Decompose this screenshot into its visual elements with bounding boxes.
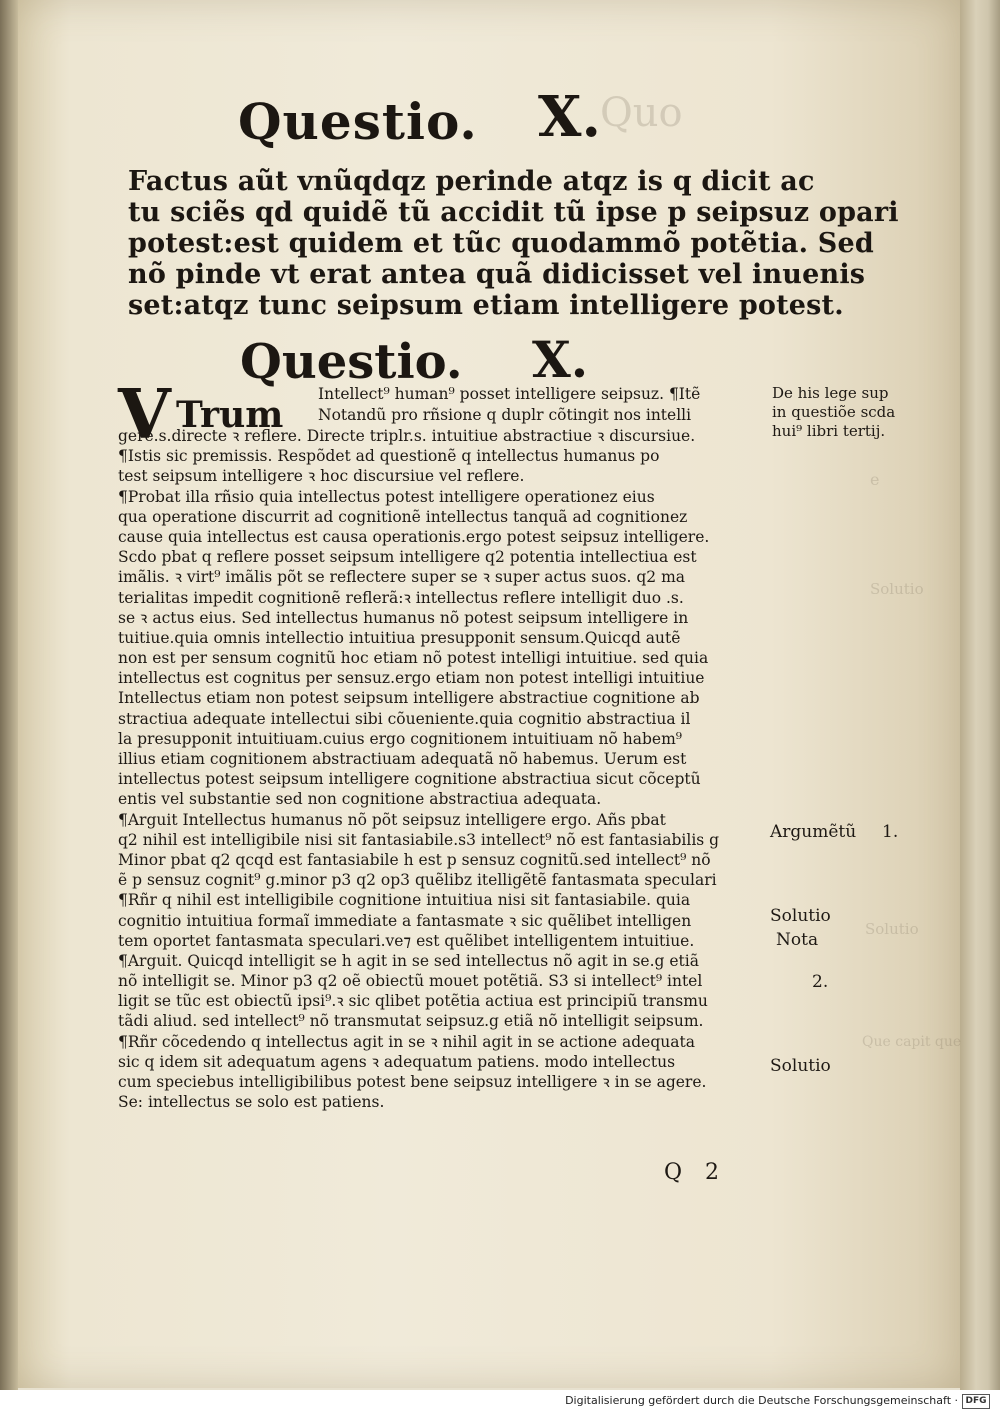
text-line: tem oportet fantasmata speculari.ve⁊ est quẽlibet intelligentem intuitiue.	[118, 931, 695, 950]
margin-note-line: De his lege sup	[772, 384, 889, 402]
text-line: intellectus potest seipsum intelligere cognitione abstractiua sicut cõceptũ	[118, 770, 701, 789]
preface-line: set:atqz tunc seipsum etiam intelligere potest.	[128, 290, 844, 321]
text-line: Se: intellectus se solo est patiens.	[118, 1093, 385, 1112]
margin-note-number-1: 1.	[882, 822, 899, 842]
text-line: la presupponit intuitiuam.cuius ergo cognitionem intuitiuam nõ habem⁹	[118, 729, 683, 748]
text-line: ¶Istis sic premissis. Respõdet ad questionẽ q intellectus humanus po	[118, 447, 660, 466]
text-line: ¶Arguit Intellectus humanus nõ põt seipsuz intelligere ergo. Añs pbat	[118, 810, 666, 829]
preface-line: tu sciẽs qd quidẽ tũ accidit tũ ipse p seipsuz opari	[128, 197, 899, 228]
preface-line: Factus aũt vnũqdqz perinde atqz is q dicit ac	[128, 166, 815, 197]
question-heading-word: Questio.	[240, 334, 463, 390]
signature-mark: Q 2	[664, 1160, 728, 1185]
text-line: ¶Rñr cõcedendo q intellectus agit in se ꝛ nihil agit in se actione adequata	[118, 1032, 695, 1051]
text-line: entis vel substantie sed non cognitione abstractiua adequata.	[118, 790, 602, 809]
text-line: se ꝛ actus eius. Sed intellectus humanus nõ potest seipsum intelligere in	[118, 608, 689, 627]
running-heading-word: Questio.	[238, 92, 478, 151]
text-line: ẽ p sensuz cognit⁹ g.minor p3 q2 op3 quẽlibz itelligẽtẽ fantasmata speculari	[118, 871, 717, 890]
text-line: cognitio intuitiua formaĩ immediate a fantasmate ꝛ sic quẽlibet intelligen	[118, 911, 692, 930]
footer-bar	[0, 1390, 1000, 1412]
bleed-through-note: Solutio	[865, 920, 919, 938]
text-line: Minor pbat q2 qcqd est fantasiabile h est p sensuz cognitũ.sed intellect⁹ nõ	[118, 850, 711, 869]
text-line: imãlis. ꝛ virt⁹ imãlis põt se reflectere super se ꝛ super actus suos. q2 ma	[118, 568, 686, 587]
funding-credit: Digitalisierung gefördert durch die Deutsche Forschungsgemeinschaft ·	[565, 1394, 958, 1407]
book-gutter	[0, 0, 18, 1390]
margin-note-nota: Nota	[776, 930, 819, 950]
margin-note-solutio: Solutio	[770, 906, 831, 926]
preface-paragraph	[128, 166, 899, 321]
text-line: illius etiam cognitionem abstractiuam adequatã nõ habemus. Uerum est	[118, 750, 687, 768]
text-line: ¶Rñr q nihil est intelligibile cognitione intuitiua nisi sit fantasiabile. quia	[118, 891, 691, 910]
running-heading-number: X.	[538, 84, 601, 150]
text-line: ligit se tũc est obiectũ ipsi⁹.ꝛ sic qlibet potẽtia actiua est principiũ transmu	[118, 992, 708, 1011]
margin-note-argumentum: Argumẽtũ	[770, 822, 857, 842]
text-line: nõ intelligit se. Minor p3 q2 oẽ obiectũ mouet potẽtiã. S3 si intellect⁹ intel	[118, 972, 703, 991]
text-line: cause quia intellectus est causa operationis.ergo potest seipsuz intelligere.	[118, 527, 710, 546]
margin-note-reference	[772, 384, 895, 441]
text-line: stractiua adequate intellectui sibi cõueniente.quia cognitio abstractiua il	[118, 709, 691, 728]
text-line: ¶Arguit. Quicqd intelligit se h agit in se sed intellectus nõ agit in se.g etiã	[118, 951, 699, 970]
text-line: non est per sensum cognitũ hoc etiam nõ potest intelligi intuitiue. sed quia	[118, 649, 709, 668]
page-edge-stack	[960, 0, 1000, 1390]
text-line: tãdi aliud. sed intellect⁹ nõ transmutat seipsuz.g etiã nõ intelligit seipsum.	[118, 1012, 704, 1031]
text-line: tuitiue.quia omnis intellectio intuitiua presupponit sensum.Quicqd autẽ	[118, 628, 681, 647]
text-line: Intellectus etiam non potest seipsum intelligere abstractiue cognitione ab	[118, 689, 700, 708]
text-line: Scdo pbat q reflere posset seipsum intelligere q2 potentia intellectiua est	[118, 548, 697, 567]
margin-note-line: in questiõe scda	[772, 403, 896, 421]
text-line: qua operatione discurrit ad cognitionẽ intellectus tanquã ad cognitionez	[118, 507, 688, 526]
opening-word: Trum	[176, 394, 284, 436]
margin-note-solutio: Solutio	[770, 1056, 831, 1076]
text-line: intellectus est cognitus per sensuz.ergo etiam non potest intelligi intuitiue	[118, 669, 705, 688]
text-line: Notandũ pro rñsione q duplr cõtingit nos intelli	[318, 405, 692, 424]
text-line: terialitas impedit cognitionẽ reflerã:ꝛ intellectus reflere intelligit duo .s.	[118, 588, 684, 607]
bleed-through-note: Solutio	[870, 580, 924, 598]
text-line: sic q idem sit adequatum agens ꝛ adequatum patiens. modo intellectus	[118, 1052, 676, 1071]
text-line: Intellect⁹ human⁹ posset intelligere seipsuz. ¶Itẽ	[318, 385, 701, 403]
text-line: cum speciebus intelligibilibus potest bene seipsuz intelligere ꝛ in se agere.	[118, 1073, 707, 1091]
dfg-logo: DFG	[962, 1394, 990, 1409]
bleed-through-mark: e	[870, 470, 880, 489]
margin-note-line: hui⁹ libri tertij.	[772, 422, 886, 440]
margin-note-number-2: 2.	[812, 972, 829, 992]
bleed-through-heading: Quo	[600, 90, 683, 136]
main-text-block	[118, 426, 778, 1112]
drop-initial: V	[118, 375, 171, 455]
opening-lines	[318, 384, 700, 425]
question-heading-number: X.	[532, 330, 589, 389]
text-line: ¶Probat illa rñsio quia intellectus potest intelligere operationez eius	[118, 487, 655, 506]
bleed-through-note: Que capit que	[862, 1034, 962, 1050]
preface-line: potest:est quidem et tũc quodammõ potẽtia. Sed	[128, 228, 874, 259]
preface-line: nõ pinde vt erat antea quã didicisset vel inuenis	[128, 259, 866, 290]
text-line: gere.s.directe ꝛ reflere. Directe triplr.s. intuitiue abstractiue ꝛ discursiue.	[118, 427, 696, 445]
text-line: test seipsum intelligere ꝛ hoc discursiue vel reflere.	[118, 467, 525, 486]
text-line: q2 nihil est intelligibile nisi sit fantasiabile.s3 intellect⁹ nõ est fantasiabilis g	[118, 830, 720, 849]
